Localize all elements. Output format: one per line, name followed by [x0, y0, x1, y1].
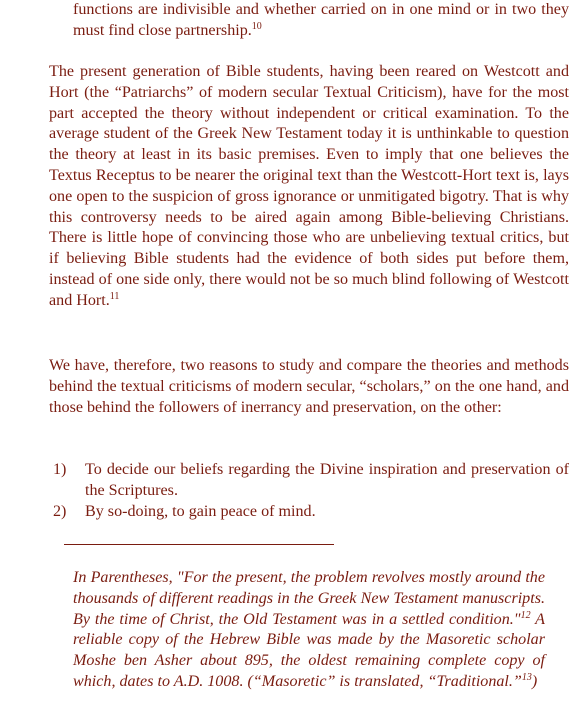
footnote-ref-13[interactable]: 13 — [521, 671, 532, 683]
list-item — [49, 460, 569, 502]
list-item-number: 1) — [53, 461, 67, 478]
footnote-ref-12[interactable]: 12 — [520, 609, 531, 621]
paragraph-bible-students — [49, 62, 569, 312]
note-text-part2: A reliable copy of the Hebrew Bible was made by the Masoretic scholar Moshe ben Asher about 895, the oldest remaining complete copy of which, dates to A.D. 1008. (“Masoretic” is translated, “Traditional.” — [73, 610, 545, 690]
paragraph-bible-students-text: The present generation of Bible students, having been reared on Westcott and Hort (the “Patriarchs” of modern secular Textual Criticism), have for the most part accepted the theory without independent or critical examination. To the average student of the Greek New Testament today it is unthinkable to question the theory at least in its basic premises. Even to imply that one believes the Textus Receptus to be nearer the original text than the Westcott-Hort text is, lays one open to the suspicion of gross ignorance or unmitigated bigotry. That is why this controversy needs to be aired again among Bible-believing Christians. There is little hope of convincing those who are unbelieving textual critics, but if believing Bible students had the evidence of both sides put before them, instead of one side only, there would not be so much blind following of Westcott and Hort. — [49, 63, 569, 309]
footnote-ref-11[interactable]: 11 — [109, 290, 120, 302]
section-divider — [64, 544, 334, 545]
paragraph-two-reasons-text: We have, therefore, two reasons to study and compare the theories and methods behind the textual criticisms of modern secular, “scholars,” on the one hand, and those behind the followers of inerrancy and preservation, on the other: — [49, 357, 569, 416]
list-item-number: 2) — [53, 502, 67, 520]
footnote-ref-10[interactable]: 10 — [251, 20, 262, 32]
paragraph-two-reasons — [49, 356, 569, 418]
list-item-text: To decide our beliefs regarding the Divine inspiration and preservation of the Scriptures. — [85, 461, 569, 499]
continued-paragraph — [73, 0, 569, 42]
note-text-part1: In Parentheses, "For the present, the problem revolves mostly around the thousands of different readings in the Greek New Testament manuscripts. By the time of Christ, the Old Testament was in a settled condition." — [73, 569, 545, 628]
note-text-part3: ) — [531, 672, 538, 690]
parentheses-note — [73, 568, 545, 693]
list-item-text: By so-doing, to gain peace of mind. — [85, 502, 316, 520]
list-item — [49, 502, 569, 523]
reasons-list — [49, 460, 569, 522]
continued-paragraph-text: functions are indivisible and whether carried on in one mind or in two they must find close partnership. — [73, 1, 569, 39]
